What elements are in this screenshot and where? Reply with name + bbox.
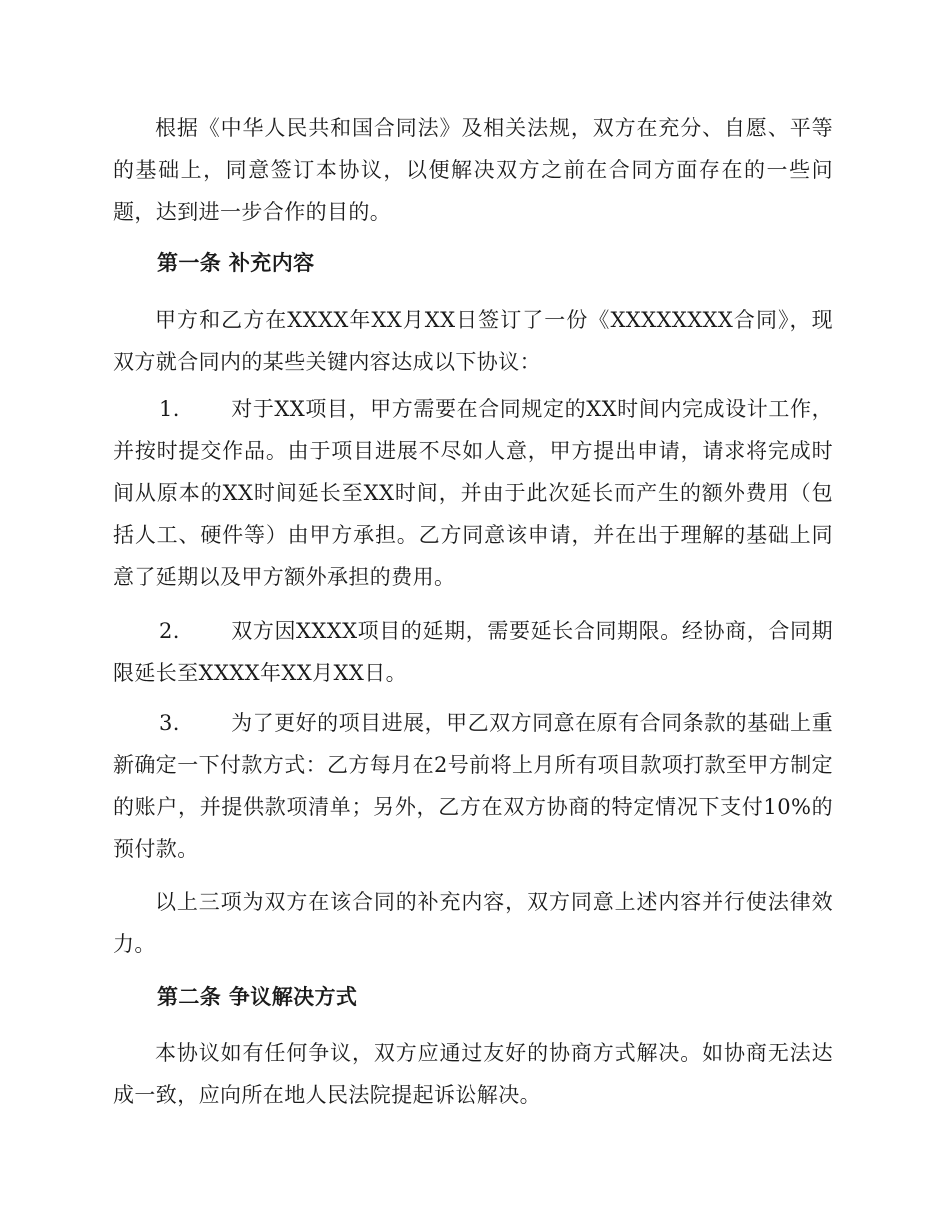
clause-text: 双方因XXXX项目的延期，需要延长合同期限。经协商，合同期限延长至XXXX年XX月XX日。 xyxy=(113,619,833,685)
clause-item-2 xyxy=(113,610,833,694)
clause-number: 3. xyxy=(159,711,180,735)
clause-item-1 xyxy=(113,388,833,598)
clause-text: 对于XX项目，甲方需要在合同规定的XX时间内完成设计工作，并按时提交作品。由于项目进展不尽如人意，甲方提出申请，请求将完成时间从原本的XX时间延长至XX时间，并由于此次延长而产生的额外费用（包括人工、硬件等）由甲方承担。乙方同意该申请，并在出于理解的基础上同意了延期以及甲方额外承担的费用。 xyxy=(113,397,833,589)
section-2-paragraph: 本协议如有任何争议，双方应通过友好的协商方式解决。如协商无法达成一致，应向所在地人民法院提起诉讼解决。 xyxy=(113,1041,833,1107)
clause-number: 1. xyxy=(159,397,180,421)
section-2-title: 第二条 争议解决方式 xyxy=(157,984,358,1009)
clause-text: 为了更好的项目进展，甲乙双方同意在原有合同条款的基础上重新确定一下付款方式：乙方每月在2号前将上月所有项目款项打款至甲方制定的账户，并提供款项清单；另外，乙方在双方协商的特定情况下支付10%的预付款。 xyxy=(113,711,833,861)
section-1-title: 第一条 补充内容 xyxy=(157,250,315,275)
clause-item-3 xyxy=(113,702,833,870)
section-1-lead-paragraph: 甲方和乙方在XXXX年XX月XX日签订了一份《XXXXXXXX合同》，现双方就合同内的某些关键内容达成以下协议： xyxy=(113,308,833,374)
section-1-closing-paragraph: 以上三项为双方在该合同的补充内容，双方同意上述内容并行使法律效力。 xyxy=(113,890,833,956)
clause-number: 2. xyxy=(159,619,180,643)
intro-paragraph: 根据《中华人民共和国合同法》及相关法规，双方在充分、自愿、平等的基础上，同意签订本协议，以便解决双方之前在合同方面存在的一些问题，达到进一步合作的目的。 xyxy=(113,116,833,224)
